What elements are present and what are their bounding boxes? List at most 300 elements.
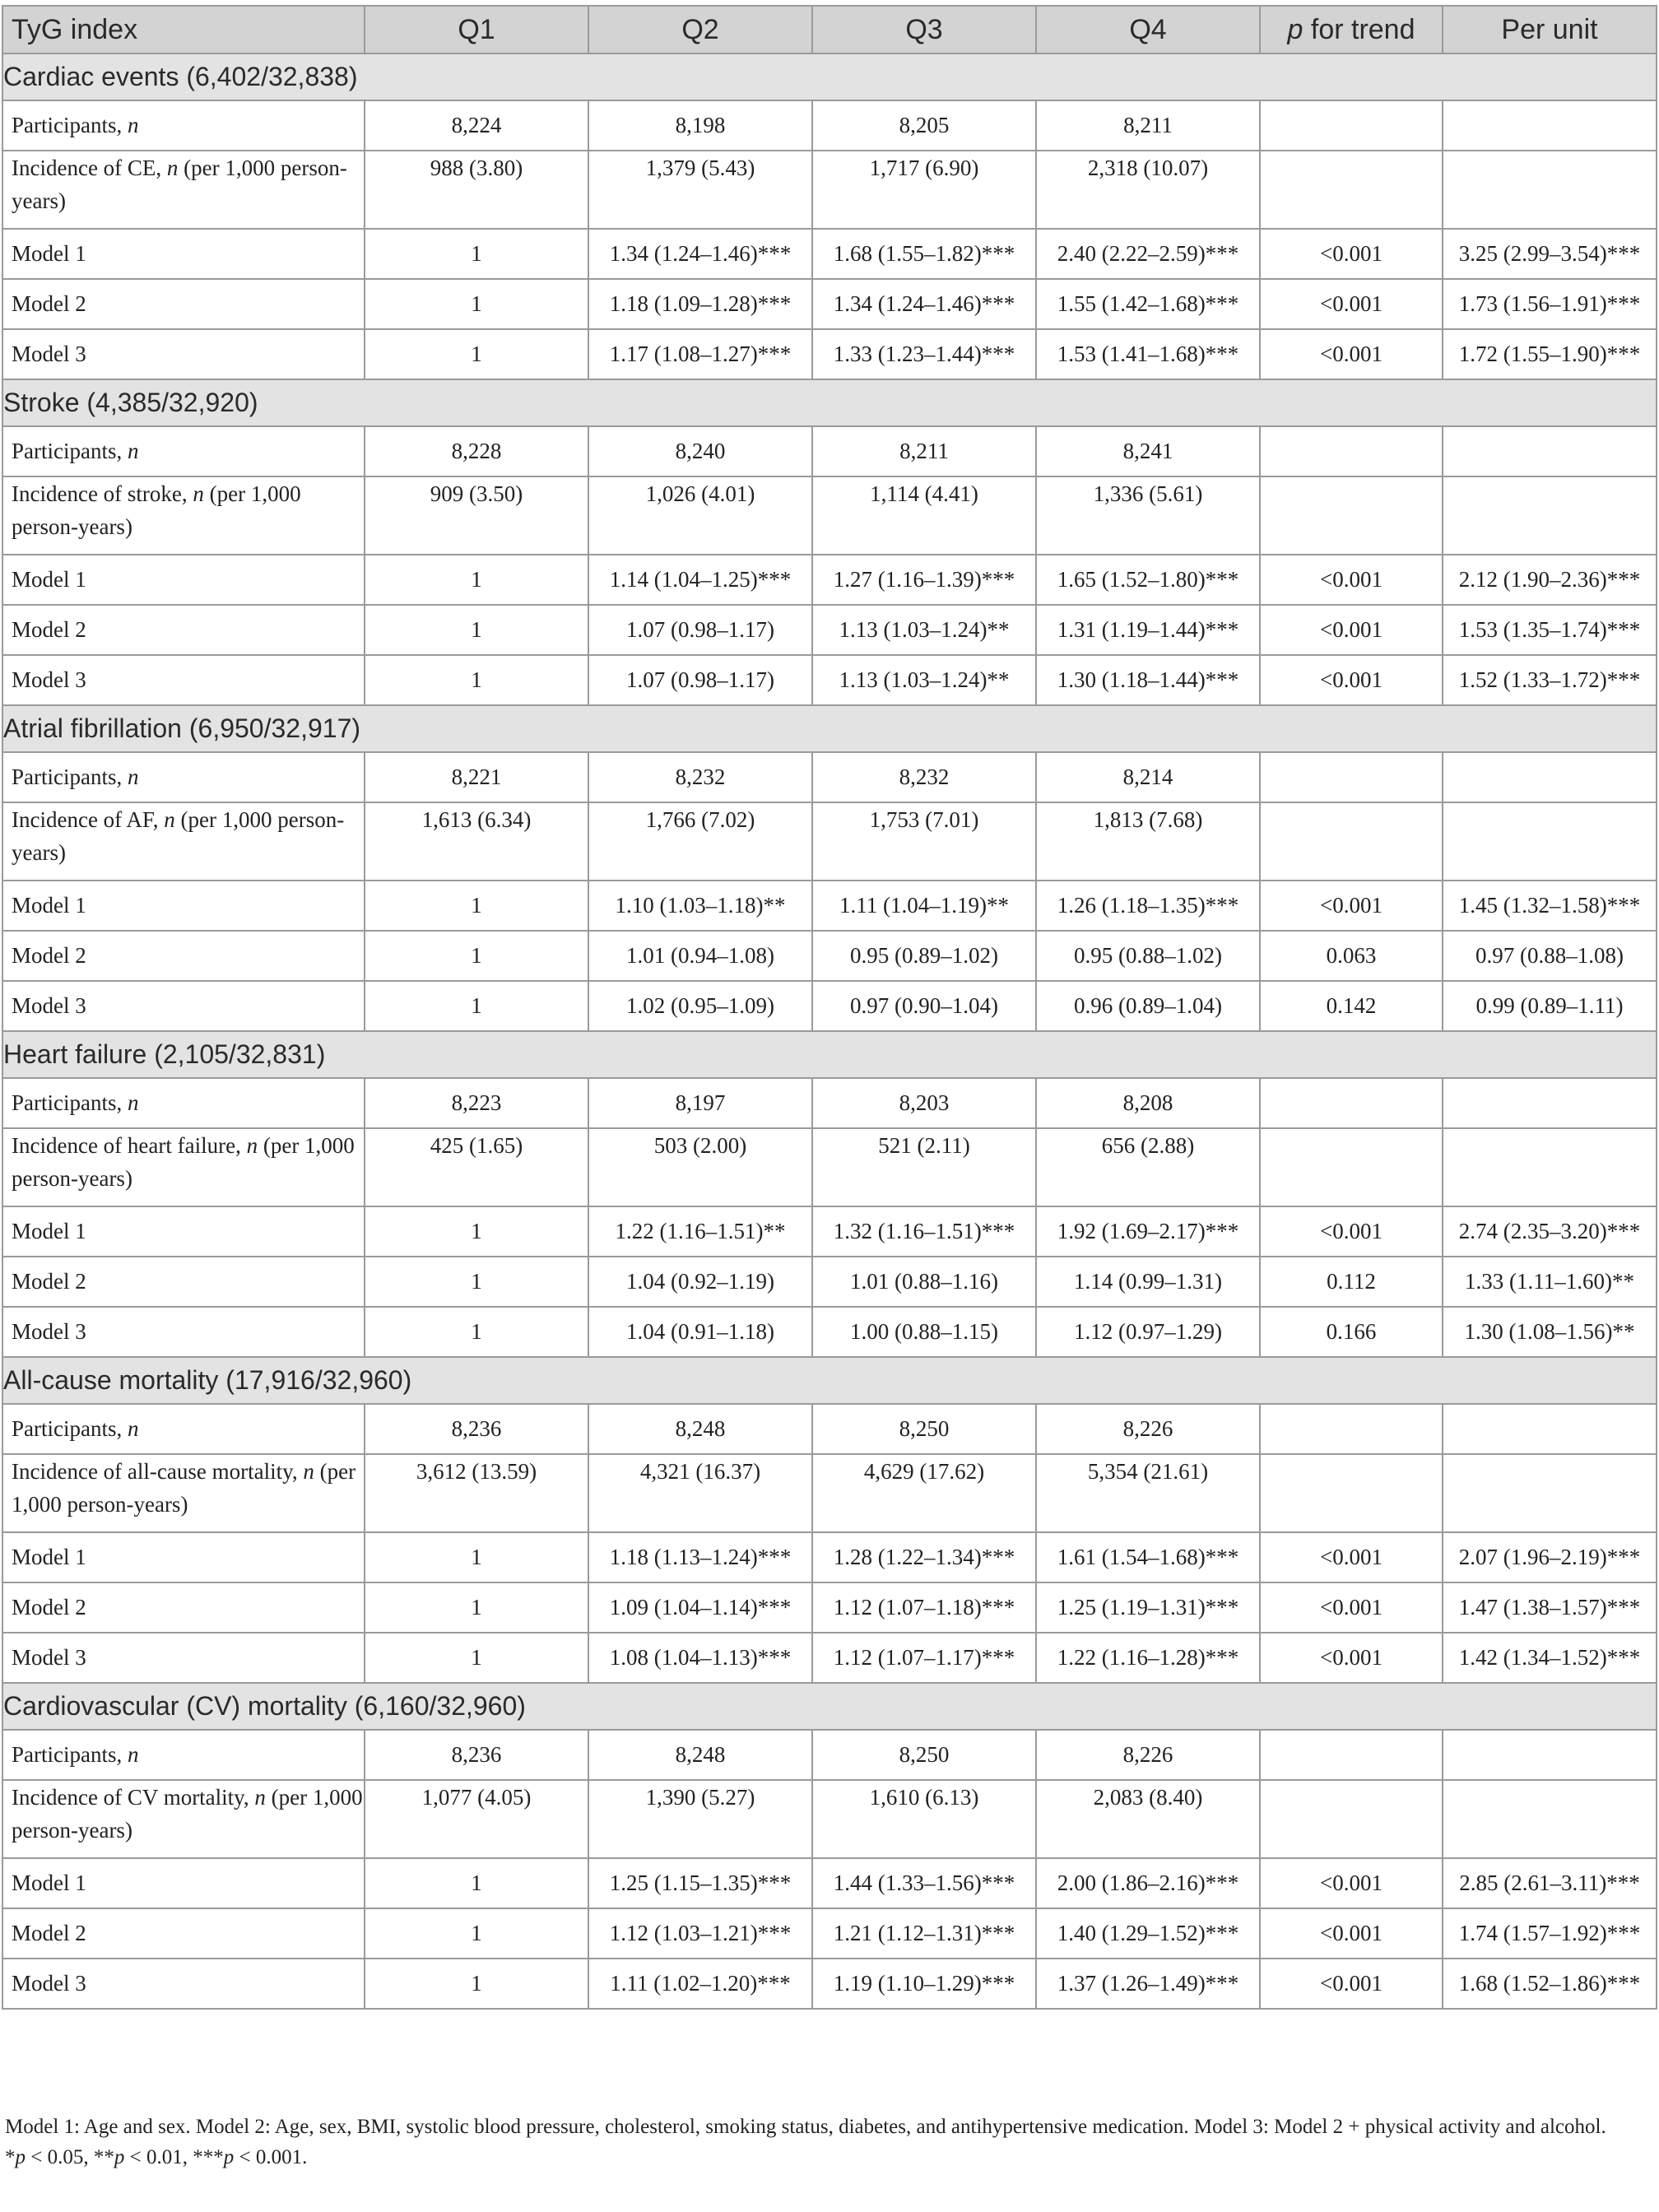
model-q2: 1.07 (0.98–1.17) <box>588 655 812 705</box>
participants-q4: 8,226 <box>1036 1730 1260 1780</box>
model-q3: 1.11 (1.04–1.19)** <box>812 881 1036 931</box>
incidence-label-post: (per 1,000 person-years) <box>12 1459 356 1517</box>
model-p-for-trend: <0.001 <box>1260 555 1443 605</box>
model-p-for-trend: <0.001 <box>1260 1532 1443 1582</box>
model-per-unit: 1.52 (1.33–1.72)*** <box>1443 655 1657 705</box>
header-per-unit: Per unit <box>1443 6 1657 53</box>
model-p-for-trend: 0.063 <box>1260 931 1443 981</box>
model-row <box>2 1959 1657 2009</box>
model-p-for-trend: <0.001 <box>1260 1959 1443 2009</box>
incidence-q4: 1,336 (5.61) <box>1036 476 1260 555</box>
participants-label <box>2 100 365 151</box>
participants-q2: 8,232 <box>588 752 812 802</box>
participants-row <box>2 426 1657 476</box>
empty-cell <box>1443 426 1657 476</box>
table-body <box>2 53 1657 2009</box>
model-q3: 0.95 (0.89–1.02) <box>812 931 1036 981</box>
model-per-unit: 2.07 (1.96–2.19)*** <box>1443 1532 1657 1582</box>
model-per-unit: 1.73 (1.56–1.91)*** <box>1443 279 1657 329</box>
results-table <box>2 5 1657 2010</box>
sig-p-3: p <box>223 2146 235 2168</box>
participants-n: n <box>127 1416 139 1441</box>
footnote-significance <box>5 2142 1651 2172</box>
empty-cell <box>1443 1780 1657 1858</box>
model-q3: 1.00 (0.88–1.15) <box>812 1307 1036 1357</box>
empty-cell <box>1443 1404 1657 1454</box>
empty-cell <box>1260 1454 1443 1532</box>
model-q4: 1.61 (1.54–1.68)*** <box>1036 1532 1260 1582</box>
participants-q3: 8,203 <box>812 1078 1036 1128</box>
empty-cell <box>1260 802 1443 881</box>
incidence-label <box>2 1454 365 1532</box>
participants-q3: 8,250 <box>812 1404 1036 1454</box>
model-row <box>2 605 1657 655</box>
empty-cell <box>1443 100 1657 151</box>
model-row <box>2 655 1657 705</box>
empty-cell <box>1260 752 1443 802</box>
model-q2: 1.12 (1.03–1.21)*** <box>588 1908 812 1959</box>
model-p-for-trend: <0.001 <box>1260 229 1443 279</box>
model-q4: 1.25 (1.19–1.31)*** <box>1036 1582 1260 1633</box>
header-tyg-index: TyG index <box>2 6 365 53</box>
empty-cell <box>1260 1730 1443 1780</box>
model-q2: 1.04 (0.91–1.18) <box>588 1307 812 1357</box>
participants-q4: 8,226 <box>1036 1404 1260 1454</box>
header-q1: Q1 <box>365 6 588 53</box>
incidence-q3: 1,753 (7.01) <box>812 802 1036 881</box>
model-per-unit: 1.53 (1.35–1.74)*** <box>1443 605 1657 655</box>
model-row <box>2 1858 1657 1908</box>
empty-cell <box>1260 100 1443 151</box>
participants-q3: 8,232 <box>812 752 1036 802</box>
participants-label-text: Participants, <box>12 1742 128 1767</box>
model-q4: 1.14 (0.99–1.31) <box>1036 1257 1260 1307</box>
empty-cell <box>1260 476 1443 555</box>
incidence-q1: 1,613 (6.34) <box>365 802 588 881</box>
participants-q3: 8,205 <box>812 100 1036 151</box>
participants-q4: 8,241 <box>1036 426 1260 476</box>
model-label: Model 1 <box>2 555 365 605</box>
incidence-n: n <box>246 1133 258 1158</box>
model-row <box>2 329 1657 379</box>
participants-q1: 8,236 <box>365 1404 588 1454</box>
model-q3: 1.12 (1.07–1.18)*** <box>812 1582 1036 1633</box>
model-row <box>2 1633 1657 1683</box>
model-label: Model 1 <box>2 1858 365 1908</box>
model-q1: 1 <box>365 1206 588 1257</box>
model-q1: 1 <box>365 1633 588 1683</box>
empty-cell <box>1443 752 1657 802</box>
model-label: Model 3 <box>2 1307 365 1357</box>
model-p-for-trend: <0.001 <box>1260 1206 1443 1257</box>
participants-q2: 8,240 <box>588 426 812 476</box>
model-per-unit: 2.85 (2.61–3.11)*** <box>1443 1858 1657 1908</box>
model-q2: 1.14 (1.04–1.25)*** <box>588 555 812 605</box>
model-q1: 1 <box>365 981 588 1031</box>
model-q1: 1 <box>365 555 588 605</box>
model-q1: 1 <box>365 605 588 655</box>
model-q3: 1.33 (1.23–1.44)*** <box>812 329 1036 379</box>
sig-p-2: p <box>114 2146 125 2168</box>
participants-label <box>2 752 365 802</box>
model-q4: 1.55 (1.42–1.68)*** <box>1036 279 1260 329</box>
section-row <box>2 705 1657 752</box>
model-row <box>2 931 1657 981</box>
participants-label-text: Participants, <box>12 764 128 789</box>
table-header-row <box>2 6 1657 53</box>
participants-q4: 8,211 <box>1036 100 1260 151</box>
participants-row <box>2 1404 1657 1454</box>
incidence-q3: 4,629 (17.62) <box>812 1454 1036 1532</box>
model-per-unit: 1.74 (1.57–1.92)*** <box>1443 1908 1657 1959</box>
model-label: Model 2 <box>2 279 365 329</box>
incidence-row <box>2 151 1657 229</box>
model-q4: 1.37 (1.26–1.49)*** <box>1036 1959 1260 2009</box>
model-q4: 1.22 (1.16–1.28)*** <box>1036 1633 1260 1683</box>
model-per-unit: 1.33 (1.11–1.60)** <box>1443 1257 1657 1307</box>
model-p-for-trend: <0.001 <box>1260 1633 1443 1683</box>
incidence-label <box>2 151 365 229</box>
model-per-unit: 0.99 (0.89–1.11) <box>1443 981 1657 1031</box>
header-p-for-trend <box>1260 6 1443 53</box>
section-row <box>2 1683 1657 1730</box>
model-row <box>2 279 1657 329</box>
participants-row <box>2 100 1657 151</box>
model-per-unit: 1.30 (1.08–1.56)** <box>1443 1307 1657 1357</box>
participants-q1: 8,224 <box>365 100 588 151</box>
sig-text-2: < 0.01, <box>124 2146 193 2168</box>
incidence-label-pre: Incidence of CE, <box>12 156 167 180</box>
model-q2: 1.02 (0.95–1.09) <box>588 981 812 1031</box>
incidence-q2: 1,766 (7.02) <box>588 802 812 881</box>
model-p-for-trend: <0.001 <box>1260 329 1443 379</box>
sig-p-1: p <box>15 2146 26 2168</box>
participants-label <box>2 1730 365 1780</box>
header-p-italic: p <box>1287 13 1304 45</box>
model-q3: 1.19 (1.10–1.29)*** <box>812 1959 1036 2009</box>
model-label: Model 2 <box>2 1908 365 1959</box>
incidence-q1: 988 (3.80) <box>365 151 588 229</box>
model-row <box>2 881 1657 931</box>
participants-q1: 8,236 <box>365 1730 588 1780</box>
model-q4: 0.95 (0.88–1.02) <box>1036 931 1260 981</box>
incidence-label <box>2 1780 365 1858</box>
participants-label-text: Participants, <box>12 113 128 137</box>
incidence-label-post: (per 1,000 person-years) <box>12 807 345 865</box>
footnote-models: Model 1: Age and sex. Model 2: Age, sex, BMI, systolic blood pressure, cholesterol, smoking status, diabetes, and antihypertensive medication. Model 3: Model 2 + physical activity and alcohol. <box>5 2116 1606 2138</box>
incidence-label <box>2 1128 365 1206</box>
header-q2: Q2 <box>588 6 812 53</box>
model-q1: 1 <box>365 655 588 705</box>
model-p-for-trend: <0.001 <box>1260 1908 1443 1959</box>
incidence-q2: 1,026 (4.01) <box>588 476 812 555</box>
sig-text-3: < 0.001. <box>234 2146 308 2168</box>
model-per-unit: 1.68 (1.52–1.86)*** <box>1443 1959 1657 2009</box>
table-footnotes <box>5 2112 1651 2172</box>
model-q1: 1 <box>365 1582 588 1633</box>
participants-label-text: Participants, <box>12 1090 128 1115</box>
sig-text-1: < 0.05, <box>26 2146 94 2168</box>
model-label: Model 2 <box>2 1257 365 1307</box>
incidence-n: n <box>164 807 175 832</box>
empty-cell <box>1443 1128 1657 1206</box>
participants-q1: 8,221 <box>365 752 588 802</box>
incidence-q1: 425 (1.65) <box>365 1128 588 1206</box>
model-q3: 1.13 (1.03–1.24)** <box>812 655 1036 705</box>
empty-cell <box>1260 1078 1443 1128</box>
incidence-label-pre: Incidence of heart failure, <box>12 1133 247 1158</box>
participants-q2: 8,248 <box>588 1404 812 1454</box>
model-p-for-trend: <0.001 <box>1260 655 1443 705</box>
empty-cell <box>1260 426 1443 476</box>
incidence-label <box>2 802 365 881</box>
model-q1: 1 <box>365 1532 588 1582</box>
incidence-q2: 4,321 (16.37) <box>588 1454 812 1532</box>
incidence-n: n <box>303 1459 314 1484</box>
participants-row <box>2 752 1657 802</box>
empty-cell <box>1443 476 1657 555</box>
model-row <box>2 1582 1657 1633</box>
empty-cell <box>1443 1730 1657 1780</box>
model-q2: 1.34 (1.24–1.46)*** <box>588 229 812 279</box>
participants-q1: 8,223 <box>365 1078 588 1128</box>
incidence-label-post: (per 1,000 person-years) <box>12 1785 363 1843</box>
model-q2: 1.10 (1.03–1.18)** <box>588 881 812 931</box>
model-p-for-trend: 0.112 <box>1260 1257 1443 1307</box>
model-label: Model 2 <box>2 931 365 981</box>
model-q1: 1 <box>365 329 588 379</box>
section-title: Stroke (4,385/32,920) <box>2 379 1657 426</box>
incidence-q4: 2,083 (8.40) <box>1036 1780 1260 1858</box>
incidence-label <box>2 476 365 555</box>
incidence-n: n <box>193 481 204 506</box>
model-label: Model 1 <box>2 229 365 279</box>
model-q1: 1 <box>365 1959 588 2009</box>
incidence-label-post: (per 1,000 person-years) <box>12 481 301 539</box>
section-row <box>2 1031 1657 1078</box>
model-label: Model 1 <box>2 1532 365 1582</box>
model-q3: 1.21 (1.12–1.31)*** <box>812 1908 1036 1959</box>
header-p-rest: for trend <box>1303 13 1415 45</box>
section-title: Atrial fibrillation (6,950/32,917) <box>2 705 1657 752</box>
model-q4: 1.26 (1.18–1.35)*** <box>1036 881 1260 931</box>
model-row <box>2 229 1657 279</box>
model-per-unit: 3.25 (2.99–3.54)*** <box>1443 229 1657 279</box>
incidence-label-post: (per 1,000 person-years) <box>12 156 347 213</box>
section-row <box>2 1357 1657 1404</box>
empty-cell <box>1260 1780 1443 1858</box>
participants-row <box>2 1078 1657 1128</box>
incidence-q2: 503 (2.00) <box>588 1128 812 1206</box>
participants-label <box>2 1404 365 1454</box>
model-q3: 1.27 (1.16–1.39)*** <box>812 555 1036 605</box>
model-per-unit: 2.74 (2.35–3.20)*** <box>1443 1206 1657 1257</box>
incidence-label-pre: Incidence of stroke, <box>12 481 193 506</box>
incidence-q3: 521 (2.11) <box>812 1128 1036 1206</box>
model-q3: 0.97 (0.90–1.04) <box>812 981 1036 1031</box>
model-per-unit: 1.45 (1.32–1.58)*** <box>1443 881 1657 931</box>
participants-q4: 8,214 <box>1036 752 1260 802</box>
model-p-for-trend: <0.001 <box>1260 881 1443 931</box>
model-p-for-trend: 0.142 <box>1260 981 1443 1031</box>
model-label: Model 2 <box>2 605 365 655</box>
model-row <box>2 1257 1657 1307</box>
model-q4: 2.00 (1.86–2.16)*** <box>1036 1858 1260 1908</box>
model-q3: 1.13 (1.03–1.24)** <box>812 605 1036 655</box>
incidence-label-post: (per 1,000 person-years) <box>12 1133 355 1191</box>
model-per-unit: 2.12 (1.90–2.36)*** <box>1443 555 1657 605</box>
incidence-q3: 1,114 (4.41) <box>812 476 1036 555</box>
incidence-q4: 5,354 (21.61) <box>1036 1454 1260 1532</box>
empty-cell <box>1260 151 1443 229</box>
model-label: Model 1 <box>2 881 365 931</box>
model-p-for-trend: <0.001 <box>1260 1858 1443 1908</box>
model-q3: 1.34 (1.24–1.46)*** <box>812 279 1036 329</box>
participants-n: n <box>127 1742 139 1767</box>
model-q1: 1 <box>365 881 588 931</box>
model-label: Model 3 <box>2 655 365 705</box>
empty-cell <box>1443 1078 1657 1128</box>
incidence-q4: 656 (2.88) <box>1036 1128 1260 1206</box>
model-row <box>2 555 1657 605</box>
model-q4: 2.40 (2.22–2.59)*** <box>1036 229 1260 279</box>
participants-n: n <box>127 1090 139 1115</box>
section-title: All-cause mortality (17,916/32,960) <box>2 1357 1657 1404</box>
empty-cell <box>1443 1454 1657 1532</box>
participants-q4: 8,208 <box>1036 1078 1260 1128</box>
incidence-row <box>2 476 1657 555</box>
section-title: Cardiac events (6,402/32,838) <box>2 53 1657 100</box>
model-q2: 1.18 (1.13–1.24)*** <box>588 1532 812 1582</box>
model-q4: 1.53 (1.41–1.68)*** <box>1036 329 1260 379</box>
model-q1: 1 <box>365 1858 588 1908</box>
empty-cell <box>1443 151 1657 229</box>
incidence-row <box>2 1128 1657 1206</box>
model-q1: 1 <box>365 1307 588 1357</box>
incidence-q4: 2,318 (10.07) <box>1036 151 1260 229</box>
participants-q3: 8,211 <box>812 426 1036 476</box>
model-label: Model 2 <box>2 1582 365 1633</box>
model-q2: 1.08 (1.04–1.13)*** <box>588 1633 812 1683</box>
model-q2: 1.11 (1.02–1.20)*** <box>588 1959 812 2009</box>
model-per-unit: 1.72 (1.55–1.90)*** <box>1443 329 1657 379</box>
model-q3: 1.44 (1.33–1.56)*** <box>812 1858 1036 1908</box>
model-q1: 1 <box>365 279 588 329</box>
model-p-for-trend: <0.001 <box>1260 279 1443 329</box>
participants-label <box>2 426 365 476</box>
incidence-q3: 1,717 (6.90) <box>812 151 1036 229</box>
model-q4: 1.31 (1.19–1.44)*** <box>1036 605 1260 655</box>
incidence-row <box>2 1454 1657 1532</box>
participants-q2: 8,198 <box>588 100 812 151</box>
model-row <box>2 1908 1657 1959</box>
participants-q2: 8,248 <box>588 1730 812 1780</box>
model-p-for-trend: <0.001 <box>1260 605 1443 655</box>
model-row <box>2 981 1657 1031</box>
participants-n: n <box>127 113 139 137</box>
sig-star-3: *** <box>193 2146 224 2168</box>
participants-label-text: Participants, <box>12 1416 128 1441</box>
model-q2: 1.07 (0.98–1.17) <box>588 605 812 655</box>
section-row <box>2 379 1657 426</box>
model-q2: 1.04 (0.92–1.19) <box>588 1257 812 1307</box>
incidence-label-pre: Incidence of all-cause mortality, <box>12 1459 304 1484</box>
participants-q1: 8,228 <box>365 426 588 476</box>
model-per-unit: 1.47 (1.38–1.57)*** <box>1443 1582 1657 1633</box>
incidence-label-pre: Incidence of CV mortality, <box>12 1785 255 1810</box>
model-q1: 1 <box>365 229 588 279</box>
empty-cell <box>1443 802 1657 881</box>
participants-n: n <box>127 764 139 789</box>
model-row <box>2 1532 1657 1582</box>
participants-label <box>2 1078 365 1128</box>
section-title: Cardiovascular (CV) mortality (6,160/32,960) <box>2 1683 1657 1730</box>
model-q1: 1 <box>365 1257 588 1307</box>
participants-q3: 8,250 <box>812 1730 1036 1780</box>
incidence-q2: 1,379 (5.43) <box>588 151 812 229</box>
participants-n: n <box>127 439 139 463</box>
model-q2: 1.01 (0.94–1.08) <box>588 931 812 981</box>
model-q2: 1.18 (1.09–1.28)*** <box>588 279 812 329</box>
header-q3: Q3 <box>812 6 1036 53</box>
incidence-q4: 1,813 (7.68) <box>1036 802 1260 881</box>
model-q3: 1.28 (1.22–1.34)*** <box>812 1532 1036 1582</box>
incidence-q1: 3,612 (13.59) <box>365 1454 588 1532</box>
incidence-n: n <box>166 156 179 180</box>
participants-label-text: Participants, <box>12 439 128 463</box>
model-q3: 1.32 (1.16–1.51)*** <box>812 1206 1036 1257</box>
incidence-q3: 1,610 (6.13) <box>812 1780 1036 1858</box>
model-p-for-trend: <0.001 <box>1260 1582 1443 1633</box>
incidence-row <box>2 802 1657 881</box>
model-q4: 0.96 (0.89–1.04) <box>1036 981 1260 1031</box>
incidence-q1: 1,077 (4.05) <box>365 1780 588 1858</box>
incidence-label-pre: Incidence of AF, <box>12 807 165 832</box>
incidence-row <box>2 1780 1657 1858</box>
model-q4: 1.12 (0.97–1.29) <box>1036 1307 1260 1357</box>
sig-star-1: * <box>5 2146 16 2168</box>
model-q4: 1.65 (1.52–1.80)*** <box>1036 555 1260 605</box>
model-q4: 1.92 (1.69–2.17)*** <box>1036 1206 1260 1257</box>
participants-q2: 8,197 <box>588 1078 812 1128</box>
model-q1: 1 <box>365 931 588 981</box>
empty-cell <box>1260 1128 1443 1206</box>
incidence-q2: 1,390 (5.27) <box>588 1780 812 1858</box>
section-title: Heart failure (2,105/32,831) <box>2 1031 1657 1078</box>
model-row <box>2 1307 1657 1357</box>
model-q2: 1.17 (1.08–1.27)*** <box>588 329 812 379</box>
model-q3: 1.12 (1.07–1.17)*** <box>812 1633 1036 1683</box>
incidence-q1: 909 (3.50) <box>365 476 588 555</box>
incidence-n: n <box>254 1785 266 1810</box>
model-q3: 1.01 (0.88–1.16) <box>812 1257 1036 1307</box>
model-label: Model 3 <box>2 329 365 379</box>
model-p-for-trend: 0.166 <box>1260 1307 1443 1357</box>
model-per-unit: 1.42 (1.34–1.52)*** <box>1443 1633 1657 1683</box>
model-row <box>2 1206 1657 1257</box>
model-q4: 1.40 (1.29–1.52)*** <box>1036 1908 1260 1959</box>
header-q4: Q4 <box>1036 6 1260 53</box>
model-q2: 1.09 (1.04–1.14)*** <box>588 1582 812 1633</box>
empty-cell <box>1260 1404 1443 1454</box>
sig-star-2: ** <box>93 2146 114 2168</box>
model-label: Model 1 <box>2 1206 365 1257</box>
model-per-unit: 0.97 (0.88–1.08) <box>1443 931 1657 981</box>
model-q2: 1.25 (1.15–1.35)*** <box>588 1858 812 1908</box>
model-q4: 1.30 (1.18–1.44)*** <box>1036 655 1260 705</box>
model-q3: 1.68 (1.55–1.82)*** <box>812 229 1036 279</box>
model-q2: 1.22 (1.16–1.51)** <box>588 1206 812 1257</box>
